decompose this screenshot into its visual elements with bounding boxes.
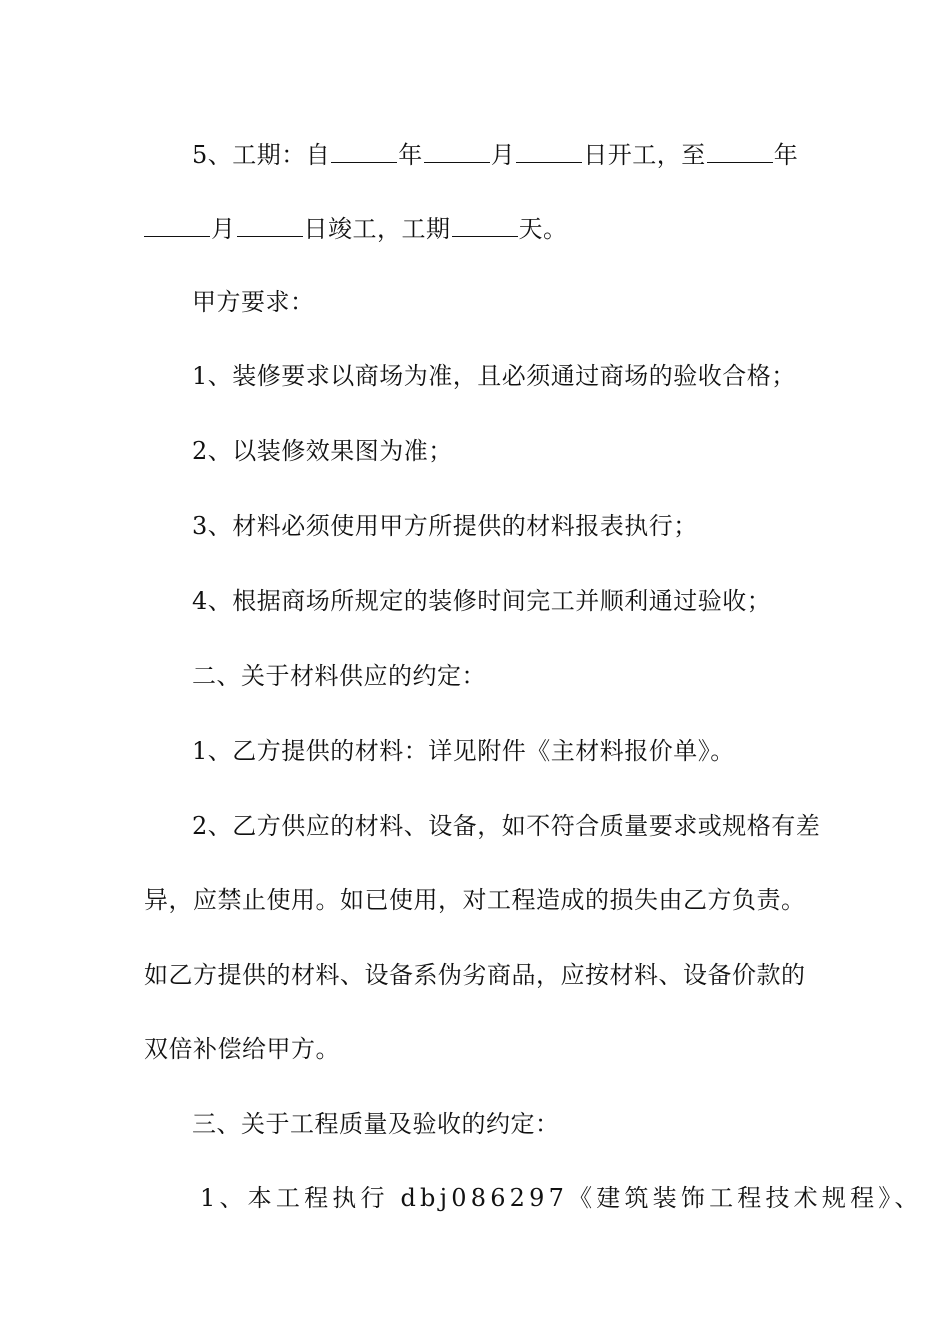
clause-5-schedule-line-1	[0, 136, 950, 171]
material-item-1: 1、乙方提供的材料：详见附件《主材料报价单》。	[192, 737, 735, 765]
material-item-2-line-2: 异，应禁止使用。如已使用，对工程造成的损失由乙方负责。	[144, 886, 806, 914]
section-3-heading: 三、关于工程质量及验收的约定：	[192, 1110, 560, 1138]
blank-field-day[interactable]	[237, 210, 303, 237]
blank-field-month[interactable]	[424, 136, 490, 163]
text-segment: 日开工，至	[583, 141, 706, 169]
text-segment: 月	[211, 215, 236, 243]
requirement-item-4: 4、根据商场所规定的装修时间完工并顺利通过验收；	[192, 587, 772, 615]
blank-field-year[interactable]	[331, 136, 397, 163]
requirement-item-2: 2、以装修效果图为准；	[192, 437, 453, 465]
text-segment: 年	[773, 141, 799, 169]
text-segment: 月	[490, 141, 516, 169]
text-segment: 5、工期：自	[192, 141, 331, 169]
blank-field-year[interactable]	[707, 136, 773, 163]
clause-5-schedule-line-2	[0, 210, 950, 245]
requirement-item-1: 1、装修要求以商场为准，且必须通过商场的验收合格；	[192, 362, 796, 390]
blank-field-days[interactable]	[452, 210, 518, 237]
blank-field-day[interactable]	[516, 136, 582, 163]
material-item-2-line-4: 双倍补偿给甲方。	[144, 1035, 340, 1063]
quality-item-1: 1、本工程执行 dbj086297《建筑装饰工程技术规程》、	[200, 1184, 923, 1212]
text-segment: 天。	[518, 215, 568, 243]
text-segment: 年	[398, 141, 423, 169]
text-segment: 日竣工，工期	[303, 215, 451, 243]
section-2-heading: 二、关于材料供应的约定：	[192, 662, 486, 690]
material-item-2-line-3: 如乙方提供的材料、设备系伪劣商品，应按材料、设备价款的	[144, 961, 806, 989]
party-a-requirements-heading: 甲方要求：	[192, 288, 315, 316]
blank-field-month[interactable]	[144, 210, 210, 237]
material-item-2-line-1: 2、乙方供应的材料、设备，如不符合质量要求或规格有差	[192, 812, 821, 840]
requirement-item-3: 3、材料必须使用甲方所提供的材料报表执行；	[192, 512, 698, 540]
